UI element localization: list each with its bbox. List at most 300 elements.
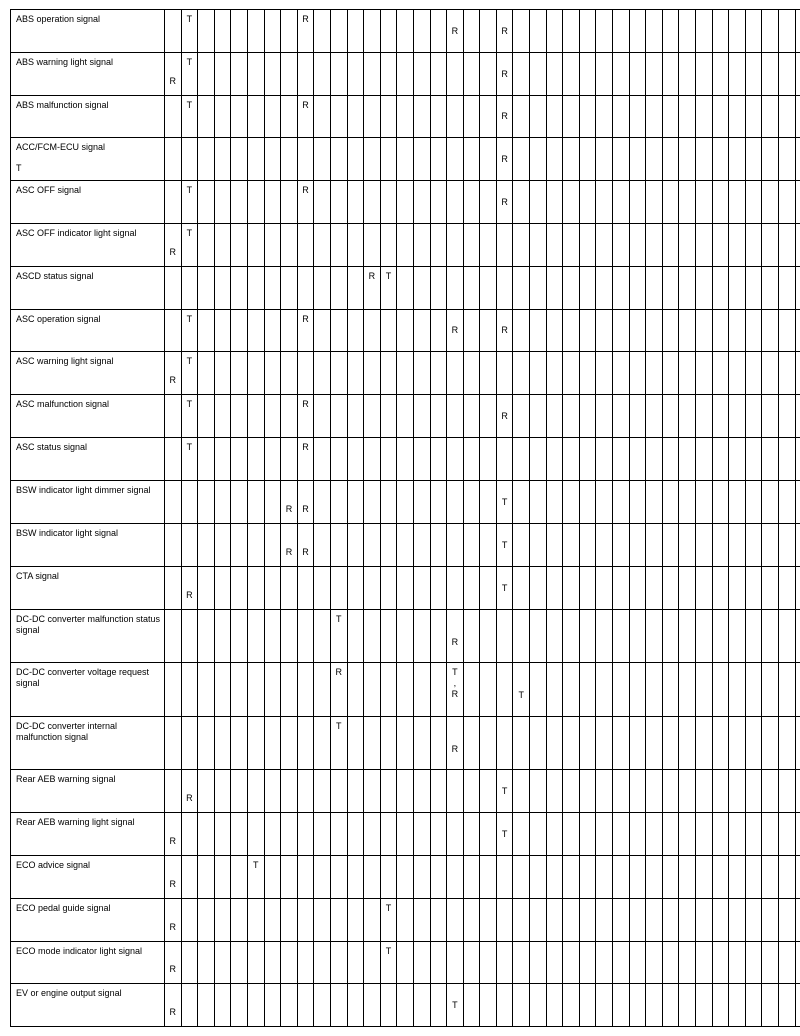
matrix-cell <box>247 138 264 181</box>
signal-name-cell <box>11 224 165 267</box>
matrix-cell <box>347 224 364 267</box>
matrix-cell <box>463 717 480 770</box>
matrix-cell <box>513 138 530 181</box>
matrix-cell <box>347 524 364 567</box>
matrix-cell <box>314 899 331 942</box>
matrix-cell <box>530 717 547 770</box>
matrix-cell <box>347 984 364 1027</box>
matrix-cell <box>480 610 497 663</box>
matrix-cell <box>679 10 696 53</box>
matrix-cell <box>729 899 746 942</box>
matrix-cell <box>563 395 580 438</box>
matrix-cell <box>314 813 331 856</box>
matrix-cell <box>314 481 331 524</box>
matrix-cell <box>181 856 198 899</box>
signal-name-cell <box>11 10 165 53</box>
signal-name-cell <box>11 96 165 138</box>
matrix-cell <box>181 267 198 310</box>
matrix-cell <box>762 267 779 310</box>
matrix-cell <box>347 352 364 395</box>
matrix-cell <box>297 856 314 899</box>
matrix-cell <box>413 10 430 53</box>
matrix-cell <box>463 481 480 524</box>
matrix-cell <box>380 267 397 310</box>
matrix-cell <box>297 481 314 524</box>
matrix-cell <box>762 438 779 481</box>
matrix-cell <box>264 438 281 481</box>
matrix-cell <box>546 610 563 663</box>
matrix-cell <box>530 770 547 813</box>
matrix-cell <box>629 395 646 438</box>
matrix-cell <box>712 856 729 899</box>
matrix-cell <box>397 438 414 481</box>
matrix-cell <box>214 53 231 96</box>
matrix-cell <box>778 267 795 310</box>
matrix-cell <box>662 984 679 1027</box>
matrix-cell <box>165 524 182 567</box>
matrix-cell <box>413 224 430 267</box>
matrix-cell <box>513 224 530 267</box>
matrix-cell <box>314 267 331 310</box>
matrix-cell <box>380 181 397 224</box>
matrix-cell <box>662 610 679 663</box>
matrix-cell <box>496 610 513 663</box>
matrix-cell <box>297 942 314 984</box>
matrix-cell <box>662 224 679 267</box>
matrix-cell <box>496 438 513 481</box>
matrix-cell <box>430 717 447 770</box>
matrix-cell <box>596 138 613 181</box>
matrix-cell <box>778 395 795 438</box>
matrix-cell <box>679 717 696 770</box>
matrix-cell <box>281 53 298 96</box>
matrix-cell <box>579 813 596 856</box>
matrix-cell <box>281 813 298 856</box>
matrix-cell <box>430 352 447 395</box>
matrix-cell <box>413 610 430 663</box>
matrix-cell <box>646 770 663 813</box>
matrix-cell <box>745 352 762 395</box>
matrix-cell <box>198 395 215 438</box>
matrix-cell <box>247 899 264 942</box>
matrix-cell <box>795 224 800 267</box>
matrix-cell <box>364 53 381 96</box>
matrix-cell <box>247 181 264 224</box>
signal-matrix-body <box>11 10 800 1027</box>
matrix-cell <box>513 352 530 395</box>
matrix-cell <box>480 663 497 717</box>
matrix-cell <box>430 899 447 942</box>
signal-name-cell <box>11 663 165 717</box>
matrix-cell <box>364 984 381 1027</box>
matrix-cell <box>480 310 497 352</box>
matrix-cell <box>778 181 795 224</box>
matrix-cell <box>214 352 231 395</box>
matrix-cell <box>463 524 480 567</box>
matrix-cell <box>778 663 795 717</box>
matrix-cell <box>596 310 613 352</box>
matrix-cell <box>165 181 182 224</box>
matrix-cell <box>314 942 331 984</box>
receive-marker: R <box>169 247 177 257</box>
matrix-cell <box>198 663 215 717</box>
matrix-cell <box>762 53 779 96</box>
matrix-cell <box>513 181 530 224</box>
matrix-cell <box>281 96 298 138</box>
matrix-cell <box>447 770 464 813</box>
matrix-cell <box>463 567 480 610</box>
matrix-cell <box>247 438 264 481</box>
matrix-cell <box>696 310 713 352</box>
matrix-cell <box>463 813 480 856</box>
matrix-cell <box>231 524 248 567</box>
matrix-cell <box>596 267 613 310</box>
matrix-cell <box>231 856 248 899</box>
matrix-cell <box>546 481 563 524</box>
matrix-cell <box>480 899 497 942</box>
matrix-cell <box>231 438 248 481</box>
matrix-cell <box>380 899 397 942</box>
matrix-cell <box>795 717 800 770</box>
matrix-cell <box>281 770 298 813</box>
receive-marker: R <box>451 325 459 335</box>
matrix-cell <box>679 899 696 942</box>
matrix-cell <box>181 984 198 1027</box>
matrix-cell <box>480 53 497 96</box>
matrix-cell <box>579 96 596 138</box>
matrix-cell <box>264 663 281 717</box>
matrix-cell <box>596 395 613 438</box>
matrix-cell <box>513 438 530 481</box>
matrix-cell <box>513 96 530 138</box>
matrix-cell <box>397 942 414 984</box>
matrix-cell <box>679 984 696 1027</box>
matrix-cell <box>646 224 663 267</box>
matrix-cell <box>596 10 613 53</box>
matrix-cell <box>530 395 547 438</box>
matrix-cell <box>165 267 182 310</box>
matrix-cell <box>745 224 762 267</box>
matrix-cell <box>629 438 646 481</box>
matrix-cell <box>729 813 746 856</box>
matrix-cell <box>646 10 663 53</box>
matrix-cell <box>330 813 347 856</box>
matrix-cell <box>480 942 497 984</box>
matrix-cell <box>165 813 182 856</box>
matrix-cell <box>297 984 314 1027</box>
matrix-cell <box>563 352 580 395</box>
matrix-cell <box>214 310 231 352</box>
table-row <box>11 856 800 899</box>
signal-name: ECO advice signal <box>16 860 91 870</box>
matrix-cell <box>198 352 215 395</box>
matrix-cell <box>729 942 746 984</box>
receive-marker: R <box>169 922 177 932</box>
matrix-cell <box>247 813 264 856</box>
matrix-cell <box>530 813 547 856</box>
matrix-cell <box>679 267 696 310</box>
matrix-cell <box>330 352 347 395</box>
signal-name-cell <box>11 267 165 310</box>
matrix-cell <box>629 524 646 567</box>
matrix-cell <box>264 181 281 224</box>
matrix-cell <box>530 438 547 481</box>
matrix-cell <box>646 438 663 481</box>
matrix-cell <box>330 717 347 770</box>
matrix-cell <box>795 96 800 138</box>
receive-marker: R <box>302 314 309 324</box>
matrix-cell <box>297 395 314 438</box>
matrix-cell <box>762 567 779 610</box>
receive-marker: R <box>169 1007 177 1017</box>
matrix-cell <box>629 899 646 942</box>
signal-name: ECO pedal guide signal <box>16 903 111 913</box>
matrix-cell <box>364 224 381 267</box>
matrix-cell <box>264 610 281 663</box>
matrix-cell <box>413 181 430 224</box>
matrix-cell <box>795 138 800 181</box>
matrix-cell <box>745 181 762 224</box>
matrix-cell <box>778 481 795 524</box>
receive-marker: R <box>302 185 309 195</box>
matrix-cell <box>198 610 215 663</box>
signal-name-cell <box>11 770 165 813</box>
matrix-cell <box>563 53 580 96</box>
matrix-cell <box>629 813 646 856</box>
matrix-cell <box>778 138 795 181</box>
matrix-cell <box>364 717 381 770</box>
matrix-cell <box>563 567 580 610</box>
matrix-cell <box>480 395 497 438</box>
matrix-cell <box>314 181 331 224</box>
matrix-cell <box>613 395 630 438</box>
matrix-cell <box>297 10 314 53</box>
matrix-cell <box>712 395 729 438</box>
signal-name: ASC OFF indicator light signal <box>16 228 137 238</box>
matrix-cell <box>679 481 696 524</box>
matrix-cell <box>579 267 596 310</box>
matrix-cell <box>264 984 281 1027</box>
matrix-cell <box>463 181 480 224</box>
matrix-cell <box>397 10 414 53</box>
matrix-cell <box>480 96 497 138</box>
matrix-cell <box>778 942 795 984</box>
table-row <box>11 481 800 524</box>
matrix-cell <box>364 10 381 53</box>
matrix-cell <box>264 717 281 770</box>
matrix-cell <box>613 310 630 352</box>
matrix-cell <box>165 10 182 53</box>
matrix-cell <box>563 610 580 663</box>
matrix-cell <box>496 352 513 395</box>
signal-name: ACC/FCM-ECU signal <box>16 142 106 152</box>
matrix-cell <box>778 567 795 610</box>
matrix-cell <box>712 224 729 267</box>
matrix-cell <box>165 984 182 1027</box>
matrix-cell <box>430 663 447 717</box>
matrix-cell <box>463 10 480 53</box>
matrix-cell <box>214 224 231 267</box>
matrix-cell <box>247 663 264 717</box>
matrix-cell <box>447 856 464 899</box>
matrix-cell <box>778 524 795 567</box>
matrix-cell <box>380 524 397 567</box>
matrix-cell <box>447 53 464 96</box>
matrix-cell <box>247 395 264 438</box>
matrix-cell <box>530 984 547 1027</box>
matrix-cell <box>546 10 563 53</box>
matrix-cell <box>596 352 613 395</box>
matrix-cell <box>181 899 198 942</box>
matrix-cell <box>745 10 762 53</box>
signal-name-cell <box>11 856 165 899</box>
matrix-cell <box>165 567 182 610</box>
receive-marker: R <box>186 793 193 803</box>
matrix-cell <box>231 567 248 610</box>
matrix-cell <box>563 310 580 352</box>
transmit-marker: T <box>501 583 508 593</box>
matrix-cell <box>264 813 281 856</box>
transmit-marker: T <box>186 57 193 67</box>
matrix-cell <box>480 984 497 1027</box>
matrix-cell <box>795 663 800 717</box>
matrix-cell <box>579 438 596 481</box>
matrix-cell <box>181 53 198 96</box>
matrix-cell <box>745 942 762 984</box>
matrix-cell <box>679 663 696 717</box>
matrix-cell <box>762 10 779 53</box>
matrix-cell <box>778 813 795 856</box>
matrix-cell <box>364 438 381 481</box>
matrix-cell <box>214 663 231 717</box>
signal-name: Rear AEB warning signal <box>16 774 116 784</box>
matrix-cell <box>513 899 530 942</box>
matrix-cell <box>795 481 800 524</box>
matrix-cell <box>579 524 596 567</box>
transmit-marker: T <box>186 356 193 366</box>
matrix-cell <box>662 310 679 352</box>
matrix-cell <box>596 53 613 96</box>
signal-name: DC-DC converter voltage request signal <box>16 667 150 688</box>
matrix-cell <box>364 138 381 181</box>
matrix-cell <box>397 984 414 1027</box>
matrix-cell <box>264 481 281 524</box>
matrix-cell <box>530 524 547 567</box>
matrix-cell <box>563 438 580 481</box>
matrix-cell <box>397 899 414 942</box>
matrix-cell <box>397 856 414 899</box>
matrix-cell <box>596 438 613 481</box>
matrix-cell <box>646 395 663 438</box>
matrix-cell <box>613 481 630 524</box>
matrix-cell <box>679 770 696 813</box>
matrix-cell <box>795 524 800 567</box>
table-row <box>11 663 800 717</box>
matrix-cell <box>745 610 762 663</box>
matrix-cell <box>380 395 397 438</box>
matrix-cell <box>579 663 596 717</box>
matrix-cell <box>231 770 248 813</box>
matrix-cell <box>214 717 231 770</box>
matrix-cell <box>613 610 630 663</box>
table-row <box>11 438 800 481</box>
matrix-cell <box>662 96 679 138</box>
matrix-cell <box>463 856 480 899</box>
matrix-cell <box>795 984 800 1027</box>
matrix-cell <box>297 770 314 813</box>
matrix-cell <box>214 10 231 53</box>
matrix-cell <box>281 899 298 942</box>
matrix-cell <box>297 813 314 856</box>
matrix-cell <box>613 567 630 610</box>
matrix-cell <box>496 567 513 610</box>
matrix-cell <box>165 856 182 899</box>
matrix-cell <box>795 310 800 352</box>
matrix-cell <box>214 610 231 663</box>
signal-name: ABS warning light signal <box>16 57 114 67</box>
matrix-cell <box>330 663 347 717</box>
matrix-cell <box>795 352 800 395</box>
matrix-cell <box>496 395 513 438</box>
matrix-cell <box>613 942 630 984</box>
matrix-cell <box>380 610 397 663</box>
matrix-cell <box>662 138 679 181</box>
matrix-cell <box>198 524 215 567</box>
matrix-cell <box>165 899 182 942</box>
matrix-cell <box>198 181 215 224</box>
matrix-cell <box>364 856 381 899</box>
matrix-cell <box>596 96 613 138</box>
matrix-cell <box>662 717 679 770</box>
matrix-cell <box>646 310 663 352</box>
matrix-cell <box>463 224 480 267</box>
matrix-cell <box>778 770 795 813</box>
matrix-cell <box>463 770 480 813</box>
matrix-cell <box>397 663 414 717</box>
matrix-cell <box>613 663 630 717</box>
matrix-cell <box>447 481 464 524</box>
matrix-cell <box>646 942 663 984</box>
matrix-cell <box>596 856 613 899</box>
matrix-cell <box>281 181 298 224</box>
matrix-cell <box>778 96 795 138</box>
table-row <box>11 96 800 138</box>
matrix-cell <box>563 481 580 524</box>
matrix-cell <box>181 138 198 181</box>
matrix-cell <box>662 181 679 224</box>
matrix-cell <box>380 352 397 395</box>
matrix-cell <box>530 610 547 663</box>
matrix-cell <box>513 984 530 1027</box>
matrix-cell <box>330 770 347 813</box>
matrix-cell <box>330 267 347 310</box>
matrix-cell <box>347 138 364 181</box>
signal-name: CTA signal <box>16 571 59 581</box>
matrix-cell <box>463 352 480 395</box>
transmit-marker: T <box>335 721 342 731</box>
matrix-cell <box>430 942 447 984</box>
matrix-cell <box>712 10 729 53</box>
matrix-cell <box>712 567 729 610</box>
matrix-cell <box>181 610 198 663</box>
matrix-cell <box>397 567 414 610</box>
matrix-cell <box>513 610 530 663</box>
matrix-cell <box>447 181 464 224</box>
matrix-cell <box>281 610 298 663</box>
matrix-cell <box>496 310 513 352</box>
matrix-cell <box>247 984 264 1027</box>
matrix-cell <box>745 984 762 1027</box>
